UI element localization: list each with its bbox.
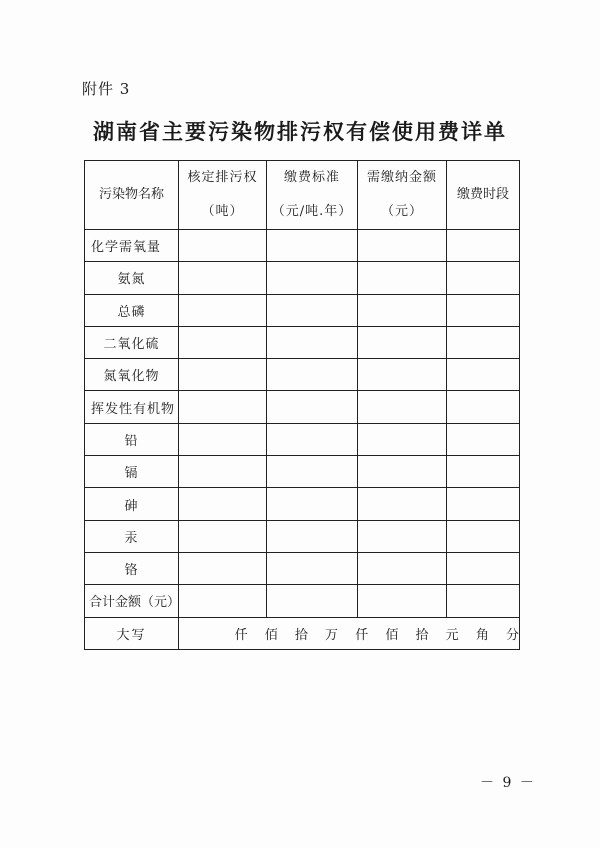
header-amount-line2: （元） — [380, 204, 423, 219]
quota-cell[interactable] — [179, 359, 267, 391]
unit-label: 万 — [325, 627, 339, 643]
header-rate — [267, 161, 358, 230]
table-row — [85, 456, 520, 488]
period-cell[interactable] — [447, 552, 520, 584]
row-label: 氨氮 — [85, 262, 179, 294]
attachment-label: 附件 3 — [82, 80, 131, 98]
rate-cell[interactable] — [267, 423, 358, 455]
row-label: 化学需氧量 — [85, 230, 179, 262]
amount-cell[interactable] — [358, 294, 447, 326]
amount-cell[interactable] — [358, 262, 447, 294]
rate-cell[interactable] — [267, 552, 358, 584]
rate-cell[interactable] — [267, 585, 358, 617]
row-label: 总磷 — [85, 294, 179, 326]
period-cell[interactable] — [447, 294, 520, 326]
quota-cell[interactable] — [179, 456, 267, 488]
fee-detail-table — [84, 160, 520, 650]
rate-cell[interactable] — [267, 488, 358, 520]
header-quota-line1: 核定排污权 — [187, 170, 258, 185]
daxie-amount-field[interactable] — [179, 617, 520, 649]
amount-cell[interactable] — [358, 488, 447, 520]
amount-cell[interactable] — [358, 359, 447, 391]
table-row — [85, 294, 520, 326]
table-row — [85, 552, 520, 584]
quota-cell[interactable] — [179, 423, 267, 455]
amount-cell[interactable] — [358, 326, 447, 358]
period-cell[interactable] — [447, 391, 520, 423]
period-cell[interactable] — [447, 456, 520, 488]
period-cell[interactable] — [447, 262, 520, 294]
total-label: 合计金额（元） — [85, 585, 179, 617]
unit-label: 拾 — [294, 627, 308, 643]
period-cell[interactable] — [447, 423, 520, 455]
period-cell[interactable] — [447, 520, 520, 552]
header-pollutant: 污染物名称 — [85, 161, 179, 230]
row-label: 挥发性有机物 — [85, 391, 179, 423]
quota-cell[interactable] — [179, 391, 267, 423]
header-rate-line1: 缴费标准 — [283, 170, 340, 185]
quota-cell[interactable] — [179, 326, 267, 358]
amount-cell[interactable] — [358, 520, 447, 552]
period-cell[interactable] — [447, 488, 520, 520]
row-label: 氮氧化物 — [85, 359, 179, 391]
rate-cell[interactable] — [267, 359, 358, 391]
amount-cell[interactable] — [358, 456, 447, 488]
rate-cell[interactable] — [267, 230, 358, 262]
header-quota — [179, 161, 267, 230]
table-row-total — [85, 585, 520, 617]
table-row — [85, 326, 520, 358]
row-label: 汞 — [85, 520, 179, 552]
period-cell[interactable] — [447, 359, 520, 391]
unit-label: 佰 — [264, 627, 278, 643]
unit-label: 仟 — [355, 627, 369, 643]
quota-cell[interactable] — [179, 520, 267, 552]
rate-cell[interactable] — [267, 262, 358, 294]
unit-label: 佰 — [385, 627, 399, 643]
daxie-label: 大写 — [85, 617, 179, 649]
unit-label: 分 — [505, 627, 519, 643]
header-amount — [358, 161, 447, 230]
table-row-daxie — [85, 617, 520, 649]
unit-label: 元 — [445, 627, 459, 643]
row-label: 铅 — [85, 423, 179, 455]
quota-cell[interactable] — [179, 585, 267, 617]
quota-cell[interactable] — [179, 488, 267, 520]
row-label: 砷 — [85, 488, 179, 520]
amount-cell[interactable] — [358, 423, 447, 455]
period-cell[interactable] — [447, 326, 520, 358]
row-label: 铬 — [85, 552, 179, 584]
quota-cell[interactable] — [179, 294, 267, 326]
table-row — [85, 488, 520, 520]
header-period: 缴费时段 — [447, 161, 520, 230]
rate-cell[interactable] — [267, 520, 358, 552]
header-amount-line1: 需缴纳金额 — [366, 170, 437, 185]
quota-cell[interactable] — [179, 262, 267, 294]
quota-cell[interactable] — [179, 230, 267, 262]
table-row — [85, 520, 520, 552]
table-row — [85, 359, 520, 391]
unit-label: 仟 — [234, 627, 248, 643]
rate-cell[interactable] — [267, 326, 358, 358]
amount-cell[interactable] — [358, 230, 447, 262]
table-header-row — [85, 161, 520, 230]
rate-cell[interactable] — [267, 456, 358, 488]
row-label: 二氧化硫 — [85, 326, 179, 358]
rate-cell[interactable] — [267, 391, 358, 423]
rate-cell[interactable] — [267, 294, 358, 326]
table-row — [85, 423, 520, 455]
page-number: － 9 － — [480, 775, 536, 791]
header-rate-line2: （元/吨.年） — [271, 204, 353, 219]
table-row — [85, 230, 520, 262]
quota-cell[interactable] — [179, 552, 267, 584]
document-title: 湖南省主要污染物排污权有偿使用费详单 — [93, 119, 507, 144]
period-cell[interactable] — [447, 585, 520, 617]
period-cell[interactable] — [447, 230, 520, 262]
header-quota-line2: （吨） — [201, 204, 244, 219]
amount-cell[interactable] — [358, 391, 447, 423]
amount-cell[interactable] — [358, 585, 447, 617]
table-row — [85, 391, 520, 423]
table-row — [85, 262, 520, 294]
unit-label: 拾 — [415, 627, 429, 643]
amount-cell[interactable] — [358, 552, 447, 584]
unit-label: 角 — [475, 627, 489, 643]
row-label: 镉 — [85, 456, 179, 488]
